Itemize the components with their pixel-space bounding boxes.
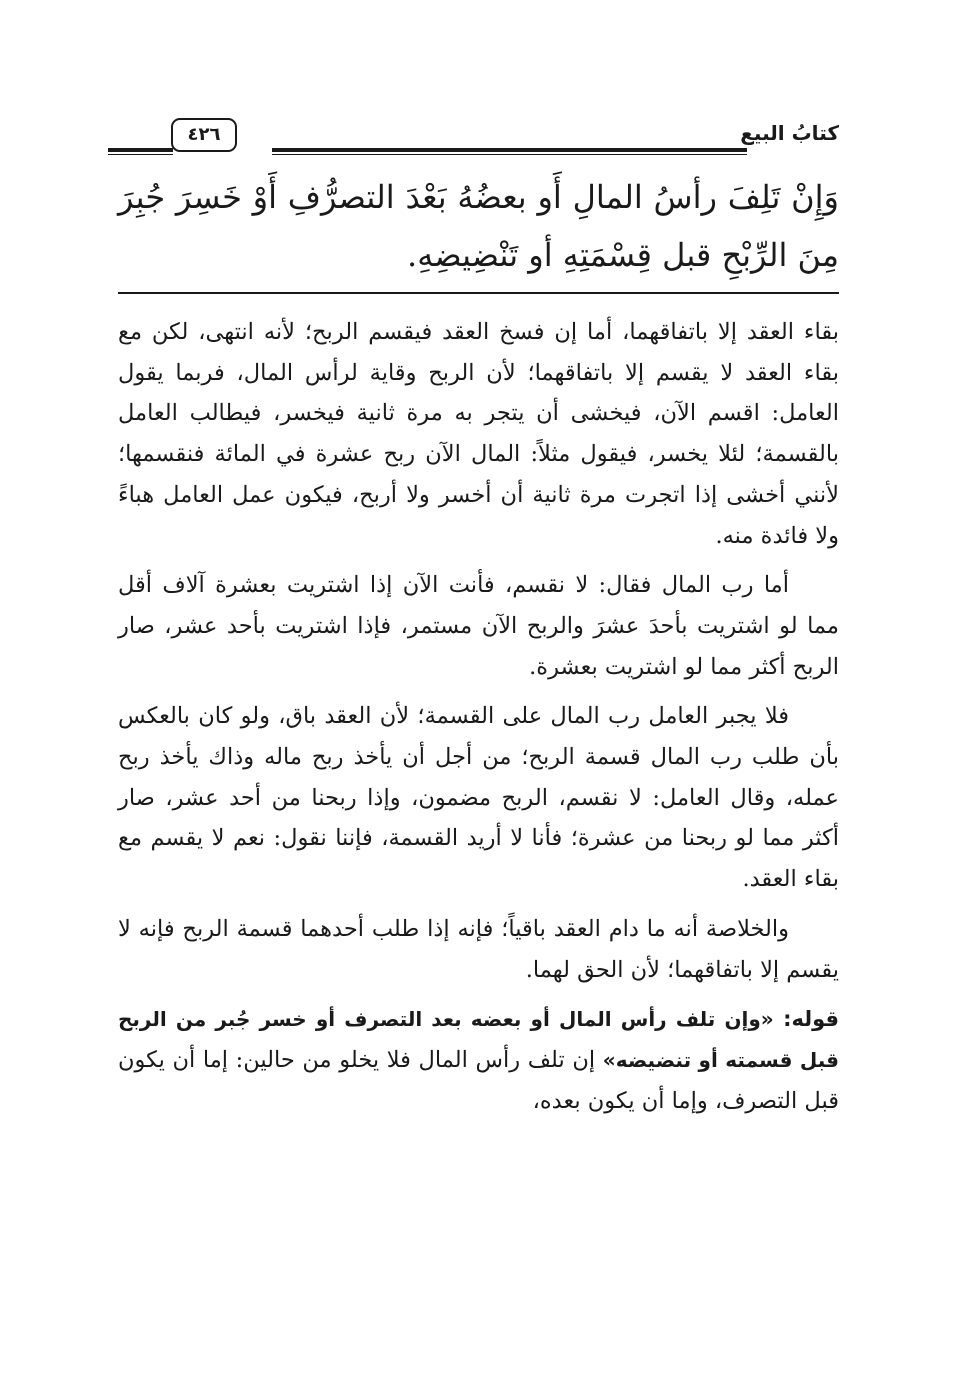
commentary-paragraph-1: بقاء العقد إلا باتفاقهما، أما إن فسخ العقد فيقسم الربح؛ لأنه انتهى، لكن مع بقاء العقد لا يقسم إلا باتفاقهما؛ لأن الربح وقاية لرأس المال، فربما يقول العامل: اقسم الآن، فيخشى أن يتجر به مرة ثانية فيخسر، فيطالب العامل بالقسمة؛ لئلا يخسر، فيقول مثلاً: المال الآن ربح عشرة في المائة فنقسمها؛ لأنني أخشى إذا اتجرت مرة ثانية أن أخسر ولا أربح، فيكون عمل العامل هباءً ولا فائدة منه. <box>118 319 839 549</box>
matn-quote: «وإن تلف رأس المال أو بعضه بعد التصرف أو خسر جُبر من الربح قبل قسمته أو تنضيضه» <box>118 1007 839 1072</box>
commentary <box>118 312 839 1130</box>
header-rule-end-thin <box>108 154 173 155</box>
book-title: كتابُ البيع <box>740 121 839 145</box>
commentary-paragraph-4: والخلاصة أنه ما دام العقد باقياً؛ فإنه إذا طلب أحدهما قسمة الربح فإنه لا يقسم إلا باتفاقهما؛ لأن الحق لهما. <box>118 915 839 983</box>
header-rule-thin <box>272 154 747 155</box>
matn-text: وَإِنْ تَلِفَ رأسُ المالِ أَو بعضُهُ بَعْدَ التصرُّفِ أَوْ خَسِرَ جُبِرَ مِنَ الرِّبْحِ قبل قِسْمَتِهِ أو تَنْضِيضِهِ. <box>118 178 839 274</box>
page-number: ٤٢٦ <box>171 118 237 152</box>
commentary-paragraph-5-text: إن تلف رأس المال فلا يخلو من حالين: إما أن يكون قبل التصرف، وإما أن يكون بعده، <box>118 1046 839 1114</box>
matn-divider <box>118 292 839 294</box>
header-rule-end <box>108 148 173 152</box>
commentary-paragraph-3: فلا يجبر العامل رب المال على القسمة؛ لأن العقد باق، ولو كان بالعكس بأن طلب رب المال قسمة الربح؛ من أجل أن يأخذ ربح ماله وذاك يأخذ ربح عمله، وقال العامل: لا نقسم، الربح مضمون، وإذا ربحنا من أحد عشر، صار أكثر مما لو ربحنا من عشرة؛ فأنا لا أريد القسمة، فإننا نقول: نعم لا يقسم مع بقاء العقد. <box>118 703 839 893</box>
book-page <box>118 0 839 1384</box>
commentary-paragraph-2: أما رب المال فقال: لا نقسم، فأنت الآن إذا اشتريت بعشرة آلاف أقل مما لو اشتريت بأحدَ عشرَ والربح الآن مستمر، فإذا اشتريت بأحد عشر، صار الربح أكثر مما لو اشتريت بعشرة. <box>118 572 839 680</box>
header-rule <box>272 148 747 152</box>
commentary-paragraph-5 <box>118 999 839 1121</box>
page-header <box>118 118 839 158</box>
qawluh-label: قوله: <box>783 1007 839 1032</box>
